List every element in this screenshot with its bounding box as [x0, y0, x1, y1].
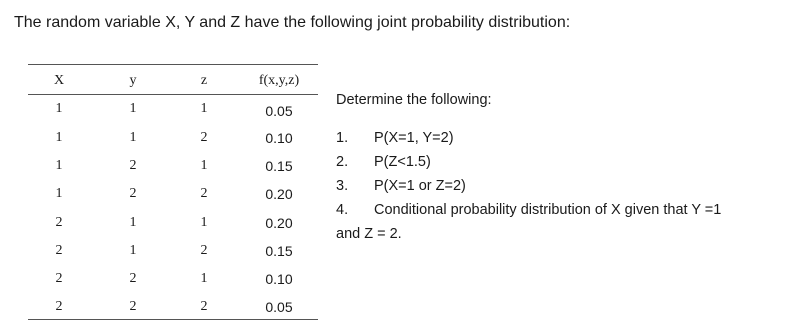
- table-cell: 2: [55, 271, 63, 286]
- question-number: 4.: [336, 202, 349, 218]
- table-bottom-rule: [28, 319, 318, 320]
- table-header-rule: [28, 94, 318, 95]
- question-text: P(X=1, Y=2): [374, 130, 454, 146]
- table-cell: 1: [55, 130, 63, 145]
- table-cell: 2: [200, 299, 208, 314]
- table-cell: 0.20: [265, 215, 293, 231]
- table-cell: 2: [55, 299, 63, 314]
- table-cell: 1: [129, 243, 137, 258]
- table-cell: 1: [55, 186, 63, 201]
- table-cell: 2: [55, 243, 63, 258]
- question-text: P(X=1 or Z=2): [374, 178, 466, 194]
- questions-title: Determine the following:: [336, 92, 492, 108]
- question-text: Conditional probability distribution of X given that Y =1: [374, 202, 722, 218]
- table-cell: 0.10: [265, 271, 293, 287]
- table-cell: 2: [129, 158, 137, 173]
- table-cell: 1: [55, 101, 63, 116]
- question-item: [336, 178, 466, 194]
- table-cell: 1: [200, 101, 208, 116]
- table-cell: 1: [129, 101, 137, 116]
- header-z: z: [200, 73, 208, 88]
- table-cell: 0.15: [265, 243, 293, 259]
- table-cell: 1: [200, 158, 208, 173]
- table-cell: 2: [129, 186, 137, 201]
- question-item: [336, 130, 454, 146]
- table-cell: 0.10: [265, 130, 293, 146]
- question-number: 2.: [336, 154, 349, 170]
- table-cell: 1: [129, 130, 137, 145]
- header-fxyz: f(x,y,z): [258, 73, 300, 88]
- problem-intro: The random variable X, Y and Z have the following joint probability distribution:: [14, 14, 571, 31]
- question-number: 3.: [336, 178, 349, 194]
- table-cell: 1: [200, 215, 208, 230]
- header-y: y: [129, 73, 137, 88]
- question-continuation: and Z = 2.: [336, 226, 402, 242]
- table-cell: 2: [200, 186, 208, 201]
- table-cell: 0.05: [265, 103, 293, 119]
- table-cell: 1: [129, 215, 137, 230]
- question-text: P(Z<1.5): [374, 154, 431, 170]
- table-cell: 2: [129, 299, 137, 314]
- question-item: [336, 154, 431, 170]
- table-cell: 2: [200, 130, 208, 145]
- header-x: X: [53, 73, 65, 88]
- table-cell: 1: [200, 271, 208, 286]
- table-cell: 0.15: [265, 158, 293, 174]
- table-cell: 0.05: [265, 299, 293, 315]
- table-cell: 2: [200, 243, 208, 258]
- table-cell: 2: [55, 215, 63, 230]
- question-item: [336, 202, 721, 218]
- table-cell: 0.20: [265, 186, 293, 202]
- question-number: 1.: [336, 130, 349, 146]
- table-cell: 2: [129, 271, 137, 286]
- table-cell: 1: [55, 158, 63, 173]
- table-top-rule: [28, 64, 318, 65]
